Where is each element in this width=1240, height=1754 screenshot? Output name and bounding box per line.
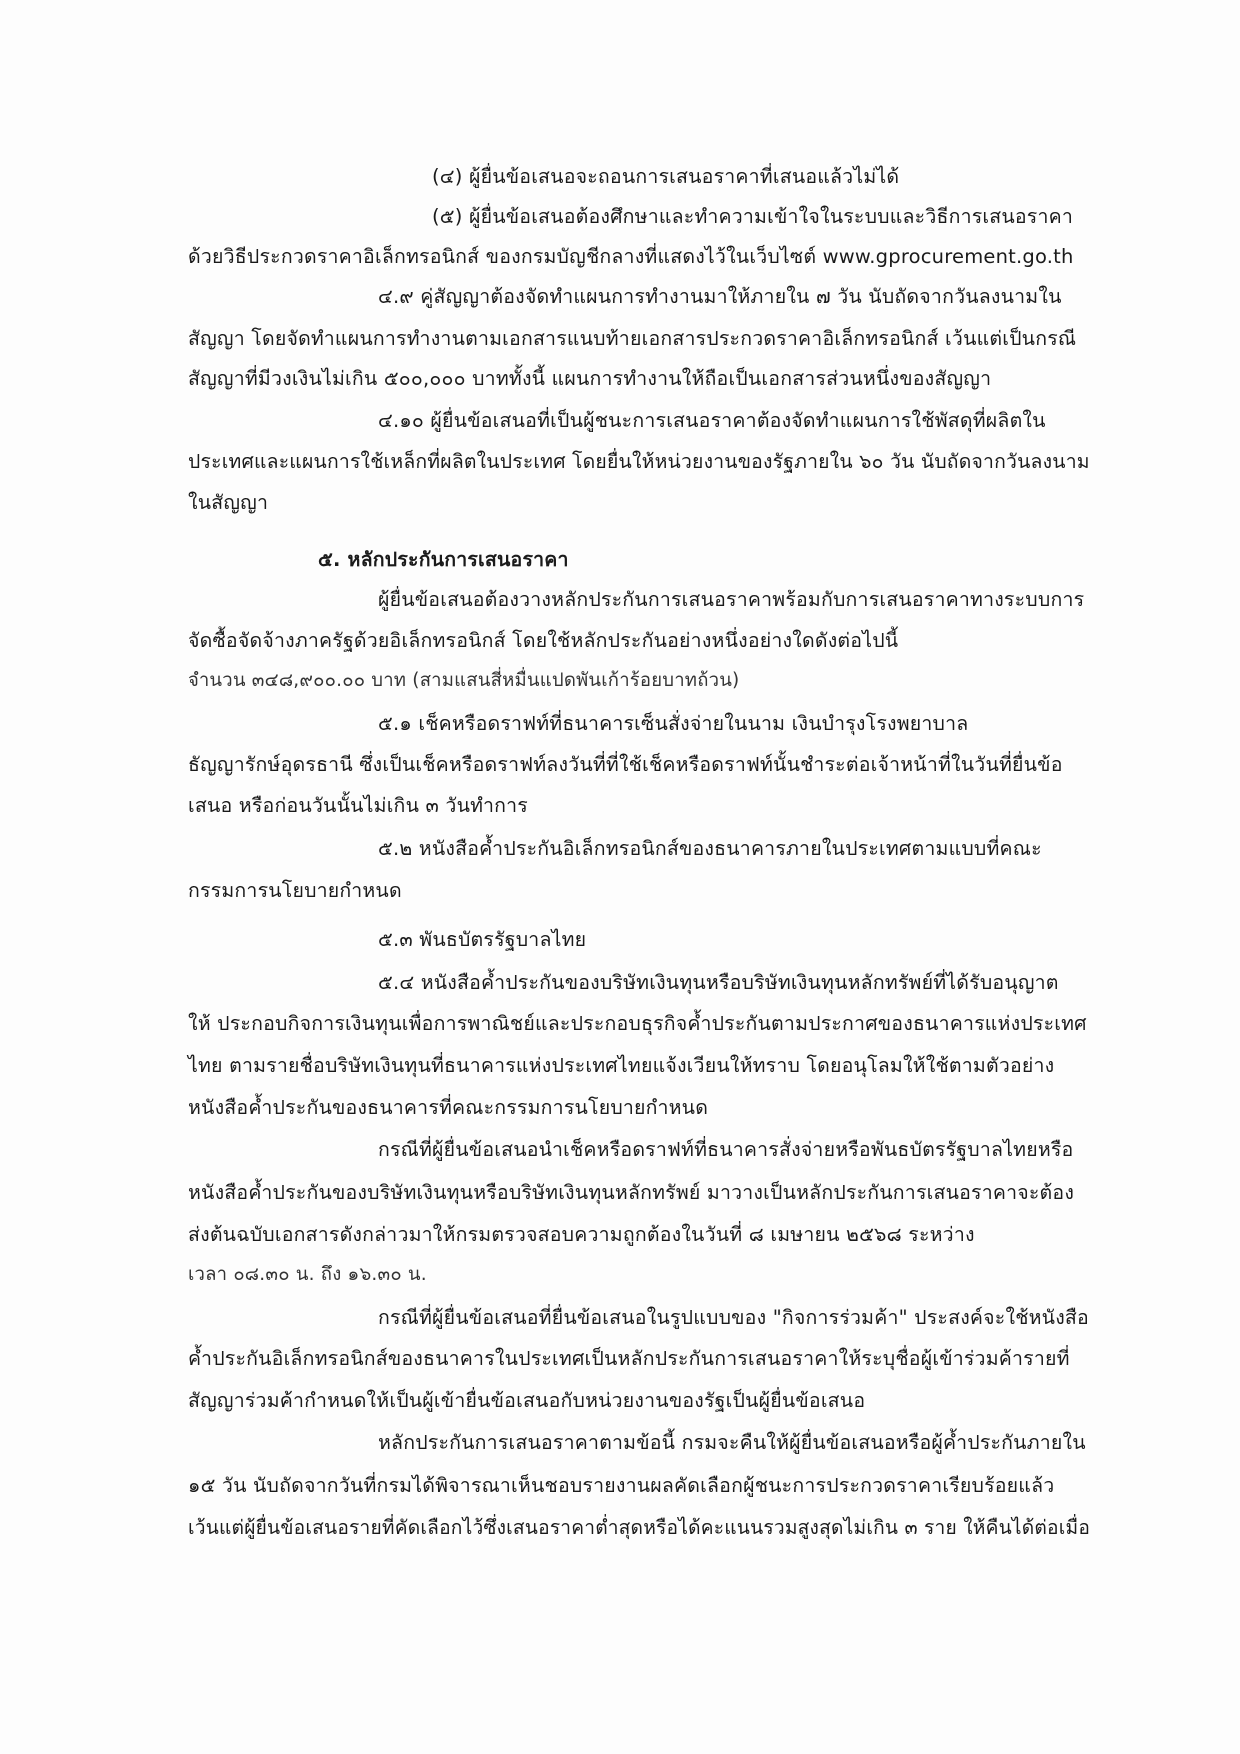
body-line: สัญญาที่มีวงเงินไม่เกิน ๕๐๐,๐๐๐ บาททั้งนี้ แผนการทำงานให้ถือเป็นเอกสารส่วนหนึ่งของสัญญา [188,367,992,390]
clause-5-4: ๕.๔ หนังสือค้ำประกันของบริษัทเงินทุนหรือบริษัทเงินทุนหลักทรัพย์ที่ได้รับอนุญาต [378,971,1059,994]
clause-5-1: ๕.๑ เช็คหรือดราฟท์ที่ธนาคารเซ็นสั่งจ่ายในนาม เงินบำรุงโรงพยาบาล [378,712,969,735]
body-line: หนังสือค้ำประกันของบริษัทเงินทุนหรือบริษัทเงินทุนหลักทรัพย์ มาวางเป็นหลักประกันการเสนอราคาจะต้อง [188,1181,1075,1204]
body-line: หลักประกันการเสนอราคาตามข้อนี้ กรมจะคืนให้ผู้ยื่นข้อเสนอหรือผู้ค้ำประกันภายใน [378,1431,1086,1454]
body-line: ๑๕ วัน นับถัดจากวันที่กรมได้พิจารณาเห็นชอบรายงานผลคัดเลือกผู้ชนะการประกวดราคาเรียบร้อยแล้ว [188,1474,1055,1497]
body-line: ค้ำประกันอิเล็กทรอนิกส์ของธนาคารในประเทศเป็นหลักประกันการเสนอราคาให้ระบุชื่อผู้เข้าร่วมค้ารายที่ [188,1347,1070,1370]
body-line: เสนอ หรือก่อนวันนั้นไม่เกิน ๓ วันทำการ [188,794,528,817]
body-line: ธัญญารักษ์อุดรธานี ซึ่งเป็นเช็คหรือดราฟท์ลงวันที่ที่ใช้เช็คหรือดราฟท์นั้นชำระต่อเจ้าหน้าที่ในวันที่ยื่นข้อ [188,753,1063,776]
body-line: ประเทศและแผนการใช้เหล็กที่ผลิตในประเทศ โดยยื่นให้หน่วยงานของรัฐภายใน ๖๐ วัน นับถัดจากวันลงนาม [188,450,1090,473]
clause-4-8-4: (๔) ผู้ยื่นข้อเสนอจะถอนการเสนอราคาที่เสนอแล้วไม่ได้ [432,165,900,188]
body-line: จัดซื้อจัดจ้างภาครัฐด้วยอิเล็กทรอนิกส์ โดยใช้หลักประกันอย่างหนึ่งอย่างใดดังต่อไปนี้ [188,629,899,652]
body-line: สัญญาร่วมค้ากำหนดให้เป็นผู้เข้ายื่นข้อเสนอกับหน่วยงานของรัฐเป็นผู้ยื่นข้อเสนอ [188,1389,866,1412]
body-line: กรณีที่ผู้ยื่นข้อเสนอนำเช็คหรือดราฟท์ที่ธนาคารสั่งจ่ายหรือพันธบัตรรัฐบาลไทยหรือ [378,1138,1074,1161]
clause-5-2: ๕.๒ หนังสือค้ำประกันอิเล็กทรอนิกส์ของธนาคารภายในประเทศตามแบบที่คณะ [378,837,1042,860]
body-line: สัญญา โดยจัดทำแผนการทำงานตามเอกสารแนบท้ายเอกสารประกวดราคาอิเล็กทรอนิกส์ เว้นแต่เป็นกรณี [188,327,1077,350]
clause-4-9: ๔.๙ คู่สัญญาต้องจัดทำแผนการทำงานมาให้ภายใน ๗ วัน นับถัดจากวันลงนามใน [378,285,1062,308]
body-line: กรณีที่ผู้ยื่นข้อเสนอที่ยื่นข้อเสนอในรูปแบบของ "กิจการร่วมค้า" ประสงค์จะใช้หนังสือ [378,1306,1089,1329]
section-5-heading: ๕. หลักประกันการเสนอราคา [318,548,569,571]
body-line: ด้วยวิธีประกวดราคาอิเล็กทรอนิกส์ ของกรมบัญชีกลางที่แสดงไว้ในเว็บไซต์ www.gprocurement.go.th [188,245,1074,268]
inspection-time: เวลา ๐๘.๓๐ น. ถึง ๑๖.๓๐ น. [188,1264,427,1285]
body-line: ไทย ตามรายชื่อบริษัทเงินทุนที่ธนาคารแห่งประเทศไทยแจ้งเวียนให้ทราบ โดยอนุโลมให้ใช้ตามตัวอย่าง [188,1054,1055,1077]
body-line: หนังสือค้ำประกันของธนาคารที่คณะกรรมการนโยบายกำหนด [188,1096,709,1119]
body-line: ในสัญญา [188,491,269,514]
clause-4-10: ๔.๑๐ ผู้ยื่นข้อเสนอที่เป็นผู้ชนะการเสนอราคาต้องจัดทำแผนการใช้พัสดุที่ผลิตใน [378,409,1046,432]
body-line: กรรมการนโยบายกำหนด [188,879,402,902]
body-line: ผู้ยื่นข้อเสนอต้องวางหลักประกันการเสนอราคาพร้อมกับการเสนอราคาทางระบบการ [378,588,1085,611]
clause-5-3: ๕.๓ พันธบัตรรัฐบาลไทย [378,928,587,951]
body-line: ให้ ประกอบกิจการเงินทุนเพื่อการพาณิชย์และประกอบธุรกิจค้ำประกันตามประกาศของธนาคารแห่งประเทศ [188,1012,1087,1035]
body-line: ส่งต้นฉบับเอกสารดังกล่าวมาให้กรมตรวจสอบความถูกต้องในวันที่ ๘ เมษายน ๒๕๖๘ ระหว่าง [188,1223,975,1246]
guarantee-amount: จำนวน ๓๔๘,๙๐๐.๐๐ บาท (สามแสนสี่หมื่นแปดพันเก้าร้อยบาทถ้วน) [188,670,740,691]
clause-4-8-5: (๕) ผู้ยื่นข้อเสนอต้องศึกษาและทำความเข้าใจในระบบและวิธีการเสนอราคา [432,205,1074,228]
body-line: เว้นแต่ผู้ยื่นข้อเสนอรายที่คัดเลือกไว้ซึ่งเสนอราคาต่ำสุดหรือได้คะแนนรวมสูงสุดไม่เกิน ๓ ราย ให้คืนได้ต่อเมื่อ [188,1516,1091,1539]
